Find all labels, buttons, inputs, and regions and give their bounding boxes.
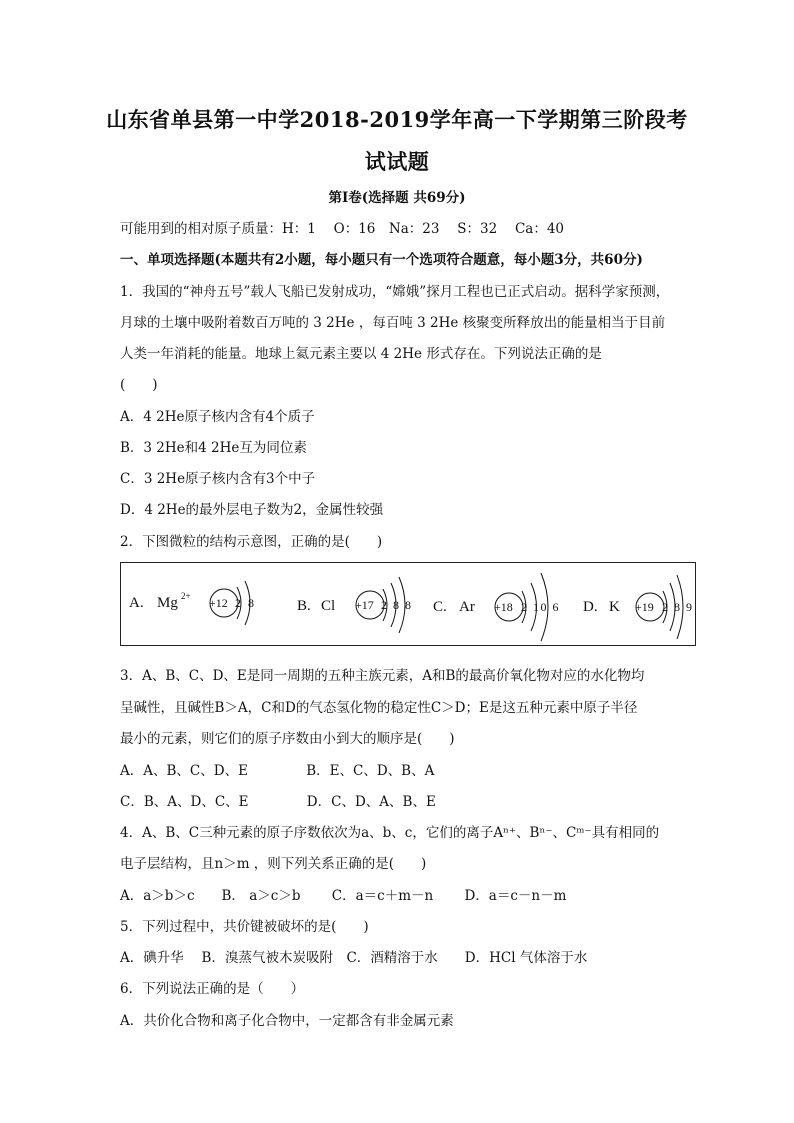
section-title: 第Ⅰ卷(选择题 共69分) xyxy=(328,190,466,206)
diagram-symbol: Mg xyxy=(157,595,178,611)
q1-line: ( ) xyxy=(120,377,158,393)
q3-options-cd: C．B、A、D、C、E D．C、D、A、B、E xyxy=(120,794,436,810)
diagram-letter: C. xyxy=(433,599,447,615)
diagram-option-d xyxy=(583,575,694,639)
title-line-2: 试试题 xyxy=(364,149,430,174)
q3-line: 3．A、B、C、D、E是同一周期的五种主族元素，A和B的最高价氧化物对应的水化物均 xyxy=(120,668,645,684)
diagram-symbol: K xyxy=(609,599,620,615)
diagram-charge: 2+ xyxy=(181,591,191,601)
diagram-option-a xyxy=(129,581,256,625)
q3-line: 呈碱性，且碱性B＞A，C和D的气态氢化物的稳定性C＞D；E是这五种元素中原子半径 xyxy=(120,700,638,716)
q1-line: 人类一年消耗的能量。地球上氦元素主要以 4 2He 形式存在。下列说法正确的是 xyxy=(120,346,602,362)
q6-stem: 6．下列说法正确的是（ ） xyxy=(120,981,305,997)
q3-line: 最小的元素，则它们的原子序数由小到大的顺序是( ) xyxy=(120,731,455,747)
diagram-nucleus: +19 xyxy=(635,600,654,614)
diagram-shells: 2 8 9 xyxy=(662,600,694,614)
q6-option-a: A．共价化合物和离子化合物中，一定都含有非金属元素 xyxy=(120,1013,454,1029)
diagram-symbol: Cl xyxy=(321,598,336,614)
q4-line: 4．A、B、C三种元素的原子序数依次为a、b、c，它们的离子Aⁿ⁺、Bⁿ⁻、Cᵐ⁻具有相同的 xyxy=(120,825,660,841)
title-line-1: 山东省单县第一中学2018-2019学年高一下学期第三阶段考 xyxy=(106,107,688,132)
diagram-option-b xyxy=(297,577,413,633)
diagram-option-c xyxy=(433,573,560,641)
atomic-masses: 可能用到的相对原子质量：H：1 O：16 Na：23 S：32 Ca：40 xyxy=(120,221,565,237)
q1-option-a: A．4 2He原子核内含有4个质子 xyxy=(120,409,315,425)
diagram-letter: D. xyxy=(583,599,598,615)
atomic-structure-diagram xyxy=(120,562,696,646)
q1-option-b: B．3 2He和4 2He互为同位素 xyxy=(120,440,307,456)
q5-stem: 5．下列过程中，共价键被破坏的是( ) xyxy=(120,919,369,935)
diagram-nucleus: +18 xyxy=(494,600,513,614)
diagram-nucleus: +17 xyxy=(355,598,374,612)
q1-line: 月球的土壤中吸附着数百万吨的 3 2He ，每百吨 3 2He 核聚变所释放出的能量相当于目前 xyxy=(120,315,666,331)
q5-options: A．碘升华 B．溴蒸气被木炭吸附 C．酒精溶于水 D．HCl 气体溶于水 xyxy=(120,950,588,966)
diagram-letter: A. xyxy=(129,595,144,611)
diagram-shells: 2 8 8 xyxy=(381,598,413,612)
q1-line: 1．我国的“神舟五号”载人飞船已发射成功，“嫦娥”探月工程也已正式启动。据科学家预测， xyxy=(120,284,670,300)
q4-options: A．a＞b＞c B． a＞c＞b C．a＝c＋m－n D．a＝c－n－m xyxy=(120,888,567,904)
diagram-shells: 2 10 6 xyxy=(521,600,560,614)
diagram-symbol: Ar xyxy=(459,599,475,615)
q1-option-c: C．3 2He原子核内含有3个中子 xyxy=(120,471,316,487)
q2-stem: 2．下图微粒的结构示意图，正确的是( ) xyxy=(120,534,383,550)
diagram-nucleus: +12 xyxy=(209,596,228,610)
q4-line: 电子层结构，且n＞m ，则下列关系正确的是( ) xyxy=(120,856,427,872)
diagram-shells: 2 8 xyxy=(235,596,256,610)
q3-options-ab: A．A、B、C、D、E B．E、C、D、B、A xyxy=(120,763,435,779)
part1-heading: 一、单项选择题(本题共有2小题，每小题只有一个选项符合题意，每小题3分，共60分) xyxy=(120,252,643,268)
diagram-letter: B. xyxy=(297,598,311,614)
q1-option-d: D．4 2He的最外层电子数为2，金属性较强 xyxy=(120,502,384,518)
